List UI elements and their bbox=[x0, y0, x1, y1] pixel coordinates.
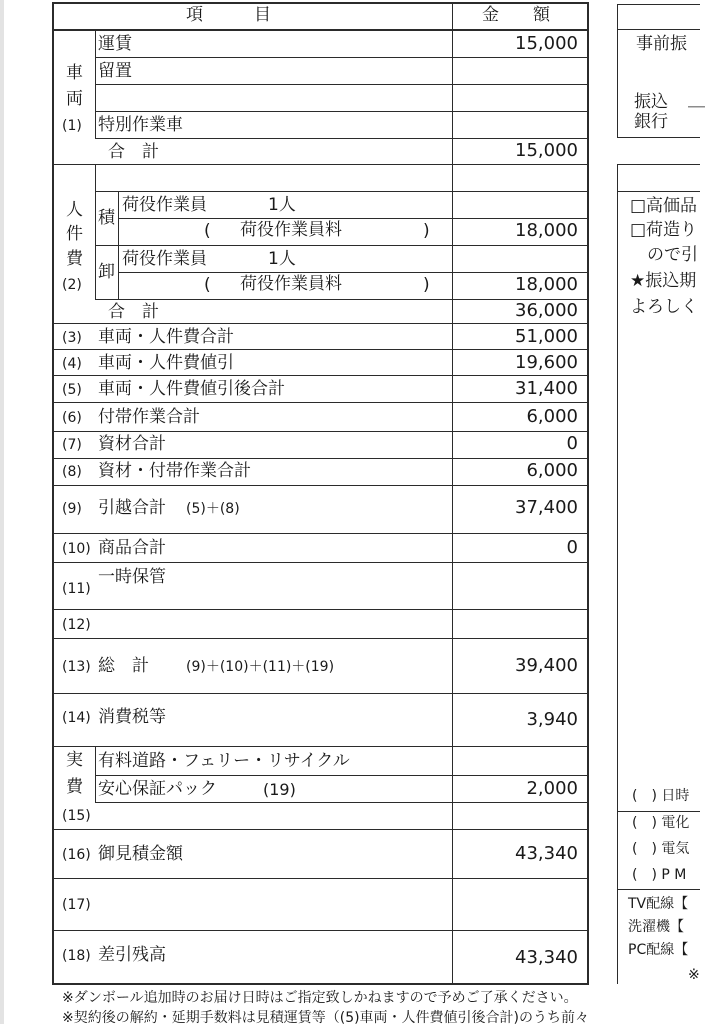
vehicle-row-label: 特別作業車 bbox=[98, 115, 183, 135]
line-amount: 0 bbox=[566, 537, 578, 558]
line-amount: 6,000 bbox=[526, 460, 578, 481]
right-panel-rule bbox=[617, 889, 700, 890]
row-rule bbox=[95, 138, 589, 139]
line-amount: 51,000 bbox=[515, 326, 578, 347]
check-item: ( ) 電化 bbox=[632, 815, 690, 831]
line-amount: 3,940 bbox=[526, 709, 578, 730]
labor-side-2: 件 bbox=[66, 224, 83, 244]
line-no: (7) bbox=[62, 437, 82, 453]
load-fee-close: ) bbox=[423, 221, 430, 241]
note-line: よろしく bbox=[630, 297, 698, 317]
line-label: 車両・人件費値引後合計 bbox=[98, 379, 285, 399]
note-line: □荷造り bbox=[630, 220, 698, 240]
footer-note: ※ダンボール追加時のお届け日時はご指定致しかねますので予めご了承ください。 bbox=[62, 990, 578, 1006]
wiring-item: 洗濯機【 bbox=[628, 919, 684, 935]
row-rule bbox=[52, 930, 589, 931]
row-rule bbox=[52, 349, 589, 350]
total-no: (17) bbox=[62, 897, 91, 913]
line-label: 資材・付帯作業合計 bbox=[98, 461, 251, 481]
transfer-label: 振込 bbox=[634, 92, 668, 112]
load-fee: 荷役作業員料 bbox=[240, 220, 342, 240]
labor-side-1: 人 bbox=[66, 200, 83, 220]
unload-count: 1人 bbox=[268, 249, 296, 269]
right-box-border bbox=[617, 137, 700, 138]
row-rule bbox=[52, 746, 589, 747]
line-label: 一時保管 bbox=[98, 567, 166, 587]
total-label: 差引残高 bbox=[98, 945, 166, 965]
line-no: (12) bbox=[62, 617, 91, 633]
row-rule bbox=[52, 402, 589, 403]
section-rule bbox=[52, 164, 589, 165]
labor-side-no: (2) bbox=[62, 277, 82, 293]
actual-row-label: 安心保証パック bbox=[98, 779, 217, 799]
row-rule bbox=[95, 84, 589, 85]
actual-side-no: (15) bbox=[62, 808, 91, 824]
total-label: 御見積金額 bbox=[98, 844, 183, 864]
note-line: □高価品 bbox=[630, 196, 698, 216]
row-rule bbox=[95, 802, 589, 803]
line-amount: 31,400 bbox=[515, 378, 578, 399]
actual-row-note: (19) bbox=[263, 780, 296, 799]
line-amount: 39,400 bbox=[515, 655, 578, 676]
header-item: 項 目 bbox=[186, 5, 271, 25]
total-no: (16) bbox=[62, 847, 91, 863]
page-gutter bbox=[0, 0, 4, 1024]
line-no: (11) bbox=[62, 581, 91, 597]
labor-side-divider bbox=[95, 164, 96, 299]
vehicle-subtotal: 15,000 bbox=[515, 140, 578, 161]
section-rule bbox=[52, 323, 589, 324]
asterisk-mark: ※ bbox=[688, 967, 700, 983]
row-rule bbox=[52, 458, 589, 459]
vehicle-row-label: 運賃 bbox=[98, 34, 132, 54]
line-amount: 0 bbox=[566, 433, 578, 454]
line-label: 車両・人件費値引 bbox=[98, 353, 234, 373]
row-rule bbox=[52, 609, 589, 610]
labor-load-label: 積 bbox=[98, 208, 115, 228]
actual-side-2: 費 bbox=[66, 777, 83, 797]
vehicle-row-label: 留置 bbox=[98, 61, 132, 81]
line-label: 付帯作業合計 bbox=[98, 407, 200, 427]
line-no: (5) bbox=[62, 382, 82, 398]
table-border-bottom bbox=[52, 983, 589, 985]
total-amount: 43,340 bbox=[515, 947, 578, 968]
wiring-item: PC配線【 bbox=[628, 942, 689, 958]
vehicle-side-no: (1) bbox=[62, 118, 82, 134]
header-amount: 金 額 bbox=[482, 5, 550, 25]
right-box-border bbox=[617, 29, 700, 30]
right-panel-border bbox=[617, 164, 700, 165]
vehicle-side-1: 車 bbox=[66, 63, 83, 83]
check-item: ( ) 日時 bbox=[632, 788, 690, 804]
right-box-border bbox=[617, 4, 618, 138]
check-item: ( ) 電気 bbox=[632, 841, 690, 857]
table-border-left bbox=[52, 2, 54, 985]
unload-amount: 18,000 bbox=[515, 274, 578, 295]
line-amount: 6,000 bbox=[526, 406, 578, 427]
total-no: (18) bbox=[62, 948, 91, 964]
row-rule bbox=[52, 533, 589, 534]
actual-row-label: 有料道路・フェリー・リサイクル bbox=[98, 751, 350, 771]
line-label: 総 計 bbox=[98, 656, 149, 676]
row-rule bbox=[52, 638, 589, 639]
note-line: ので引 bbox=[630, 245, 698, 265]
row-rule bbox=[52, 485, 589, 486]
transfer-dash: ＿ bbox=[688, 90, 705, 110]
labor-side-3: 費 bbox=[66, 249, 83, 269]
check-item: ( ) P M bbox=[632, 867, 687, 883]
row-rule bbox=[95, 191, 589, 192]
load-count: 1人 bbox=[268, 195, 296, 215]
row-rule bbox=[95, 111, 589, 112]
right-panel-border bbox=[617, 164, 618, 984]
table-border-right bbox=[587, 2, 589, 985]
labor-subtotal: 36,000 bbox=[515, 300, 578, 321]
vehicle-subtotal-label: 合 計 bbox=[108, 142, 159, 162]
vehicle-row-amount: 15,000 bbox=[515, 33, 578, 54]
unload-fee-close: ) bbox=[423, 275, 430, 295]
row-rule bbox=[52, 829, 589, 830]
actual-side-1: 実 bbox=[66, 750, 83, 770]
line-no: (9) bbox=[62, 501, 82, 517]
row-rule bbox=[52, 878, 589, 879]
line-amount: 19,600 bbox=[515, 352, 578, 373]
line-label: 消費税等 bbox=[98, 707, 166, 727]
row-rule bbox=[118, 218, 589, 219]
unload-fee: 荷役作業員料 bbox=[240, 274, 342, 294]
line-formula: (5)＋(8) bbox=[186, 501, 240, 517]
line-label: 車両・人件費合計 bbox=[98, 327, 234, 347]
line-label: 引越合計 bbox=[98, 498, 166, 518]
load-worker: 荷役作業員 bbox=[122, 195, 207, 215]
table-border-top bbox=[52, 2, 589, 4]
line-no: (6) bbox=[62, 410, 82, 426]
row-rule bbox=[95, 57, 589, 58]
line-no: (3) bbox=[62, 330, 82, 346]
line-no: (10) bbox=[62, 541, 91, 557]
wiring-item: TV配線【 bbox=[628, 896, 689, 912]
labor-unload-label: 卸 bbox=[98, 262, 115, 282]
column-divider bbox=[452, 2, 453, 985]
row-rule bbox=[118, 272, 589, 273]
note-line: ★振込期 bbox=[630, 271, 697, 291]
row-rule bbox=[52, 375, 589, 376]
row-rule bbox=[95, 775, 589, 776]
line-no: (14) bbox=[62, 710, 91, 726]
line-no: (13) bbox=[62, 659, 91, 675]
right-box-border bbox=[617, 4, 700, 5]
right-panel-rule bbox=[617, 811, 700, 812]
row-rule bbox=[52, 693, 589, 694]
header-rule bbox=[52, 29, 589, 31]
total-amount: 43,340 bbox=[515, 843, 578, 864]
unload-worker: 荷役作業員 bbox=[122, 249, 207, 269]
line-no: (8) bbox=[62, 464, 82, 480]
actual-row-amount: 2,000 bbox=[526, 778, 578, 799]
line-no: (4) bbox=[62, 356, 82, 372]
row-rule bbox=[52, 431, 589, 432]
line-label: 商品合計 bbox=[98, 538, 166, 558]
row-rule bbox=[95, 245, 589, 246]
row-rule bbox=[52, 562, 589, 563]
vehicle-side-2: 両 bbox=[66, 89, 83, 109]
line-label: 資材合計 bbox=[98, 434, 166, 454]
unload-fee-open: ( bbox=[204, 275, 211, 295]
right-panel-border bbox=[617, 191, 700, 192]
load-fee-open: ( bbox=[204, 221, 211, 241]
line-formula: (9)＋(10)＋(11)＋(19) bbox=[186, 659, 335, 675]
line-amount: 37,400 bbox=[515, 497, 578, 518]
bank-label: 銀行 bbox=[634, 112, 668, 132]
load-amount: 18,000 bbox=[515, 220, 578, 241]
labor-subtotal-label: 合 計 bbox=[108, 302, 159, 322]
footer-note: ※契約後の解約・延期手数料は見積運賃等（(5)車両・人件費値引後合計)のうち前々 bbox=[62, 1010, 590, 1026]
prepay-label: 事前振 bbox=[636, 34, 687, 54]
